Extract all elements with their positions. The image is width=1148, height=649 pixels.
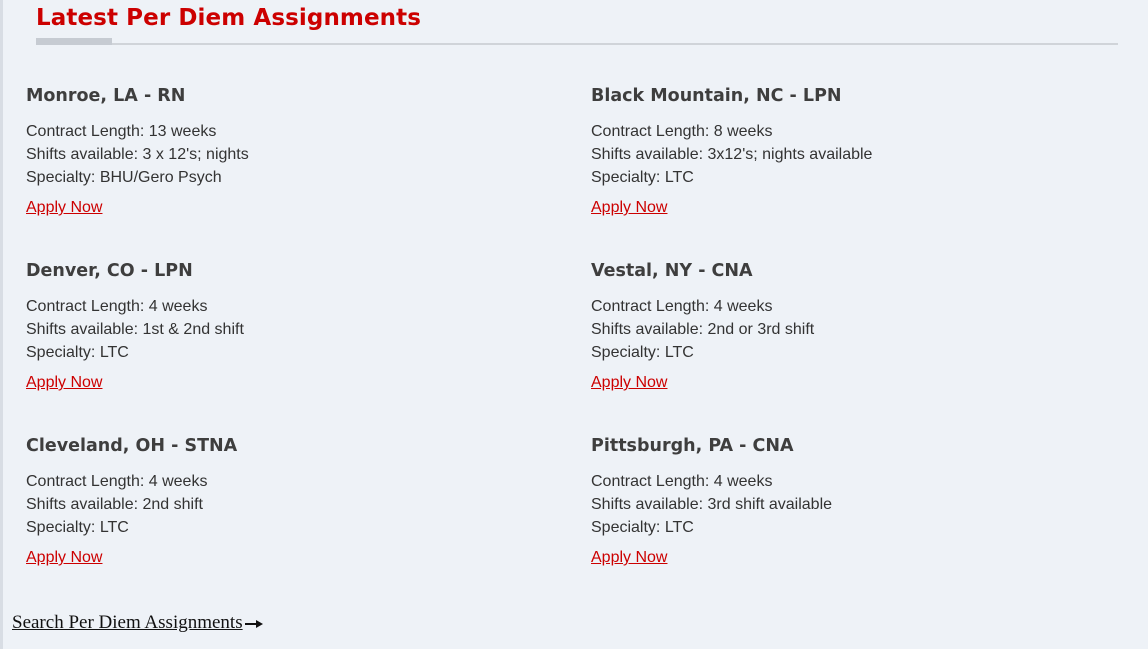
contract-length: Contract Length: 13 weeks <box>26 123 217 140</box>
assignment-title: Cleveland, OH - STNA <box>26 436 238 456</box>
assignment-details <box>591 470 1111 539</box>
contract-length: Contract Length: 4 weeks <box>591 473 773 490</box>
specialty: Specialty: LTC <box>26 344 129 361</box>
apply-now-link[interactable]: Apply Now <box>26 374 103 391</box>
search-per-diem-link[interactable] <box>12 611 263 635</box>
specialty: Specialty: LTC <box>591 169 694 186</box>
apply-now-link[interactable]: Apply Now <box>591 549 668 566</box>
specialty: Specialty: BHU/Gero Psych <box>26 169 222 186</box>
assignment-title: Vestal, NY - CNA <box>591 261 753 281</box>
assignment-title: Pittsburgh, PA - CNA <box>591 436 794 456</box>
assignment-card <box>26 85 546 218</box>
apply-now-link[interactable]: Apply Now <box>591 374 668 391</box>
title-divider-accent <box>36 38 112 45</box>
assignment-details <box>26 120 546 189</box>
assignment-card <box>26 435 546 568</box>
assignment-title: Denver, CO - LPN <box>26 261 193 281</box>
assignment-details <box>26 470 546 539</box>
specialty: Specialty: LTC <box>591 344 694 361</box>
apply-now-link[interactable]: Apply Now <box>591 199 668 216</box>
search-per-diem-label: Search Per Diem Assignments <box>12 612 243 633</box>
left-border <box>0 0 3 649</box>
shifts-available: Shifts available: 2nd or 3rd shift <box>591 321 815 338</box>
assignment-title: Black Mountain, NC - LPN <box>591 86 842 106</box>
assignment-card <box>591 435 1111 568</box>
specialty: Specialty: LTC <box>26 519 129 536</box>
contract-length: Contract Length: 4 weeks <box>591 298 773 315</box>
assignment-card <box>591 260 1111 393</box>
assignment-title: Monroe, LA - RN <box>26 86 186 106</box>
assignment-details <box>591 295 1111 364</box>
shifts-available: Shifts available: 2nd shift <box>26 496 203 513</box>
assignment-details <box>591 120 1111 189</box>
contract-length: Contract Length: 4 weeks <box>26 473 208 490</box>
shifts-available: Shifts available: 1st & 2nd shift <box>26 321 244 338</box>
title-divider <box>36 43 1118 45</box>
shifts-available: Shifts available: 3x12's; nights available <box>591 146 873 163</box>
page-title: Latest Per Diem Assignments <box>36 5 422 31</box>
assignment-details <box>26 295 546 364</box>
assignment-card <box>26 260 546 393</box>
apply-now-link[interactable]: Apply Now <box>26 199 103 216</box>
assignment-card <box>591 85 1111 218</box>
contract-length: Contract Length: 4 weeks <box>26 298 208 315</box>
shifts-available: Shifts available: 3rd shift available <box>591 496 833 513</box>
arrow-right-icon <box>245 619 263 629</box>
specialty: Specialty: LTC <box>591 519 694 536</box>
contract-length: Contract Length: 8 weeks <box>591 123 773 140</box>
apply-now-link[interactable]: Apply Now <box>26 549 103 566</box>
shifts-available: Shifts available: 3 x 12's; nights <box>26 146 249 163</box>
